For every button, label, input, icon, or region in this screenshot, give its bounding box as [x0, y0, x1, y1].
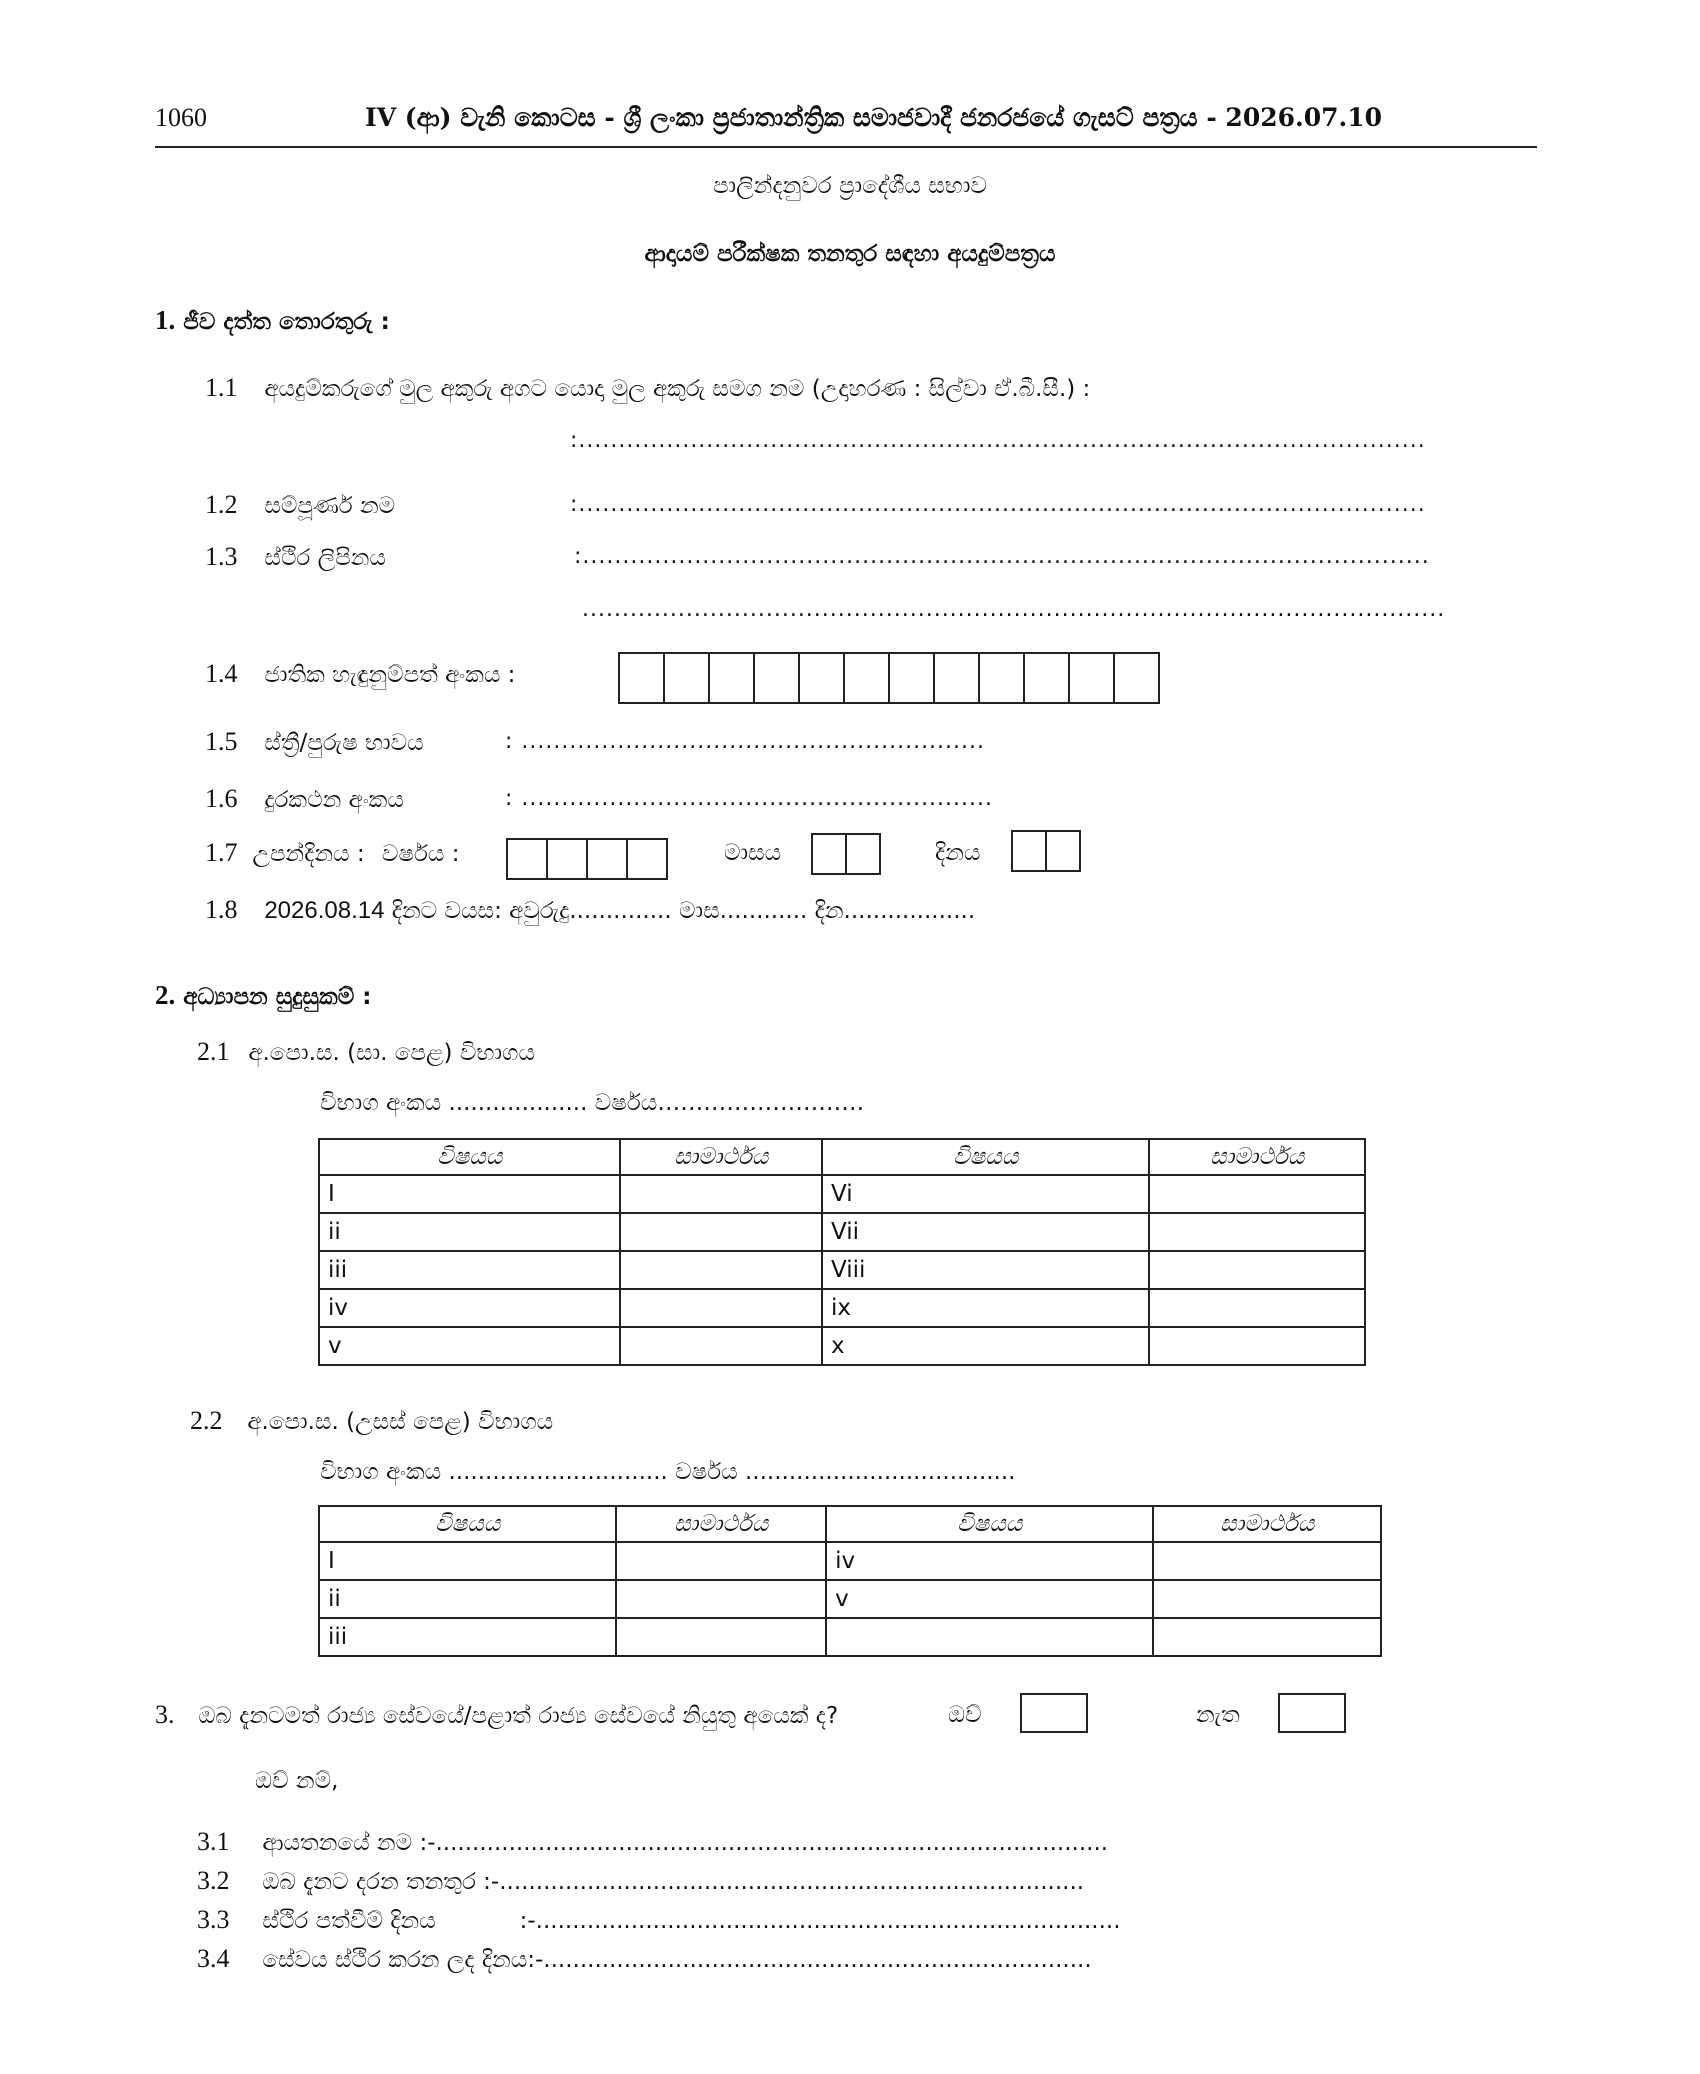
grade-cell[interactable] — [620, 1327, 822, 1365]
dob-label: උපන්දිනය : — [252, 841, 365, 867]
nic-digit-box[interactable] — [933, 652, 980, 704]
grade-header: සාමාර්ථය — [1149, 1139, 1365, 1175]
table-row — [319, 1327, 1365, 1365]
q3-4-row — [197, 1944, 1092, 1974]
subject-cell[interactable]: Vi — [822, 1175, 1149, 1213]
q1-1-number: 1.1 — [205, 373, 238, 402]
q1-8-number: 1.8 — [205, 895, 238, 924]
form-title: ආදායම් පරීක්ෂක තනතුර සඳහා අයදුම්පත්‍රය — [644, 241, 1056, 267]
header-divider — [155, 146, 1537, 148]
subject-cell[interactable]: Viii — [822, 1251, 1149, 1289]
full-name-input-line[interactable]: :.......................................................................................................... — [570, 492, 1426, 517]
no-label: නැත — [1196, 1702, 1240, 1728]
q1-7-row — [205, 838, 460, 868]
address-input-line-2[interactable]: ............................................................................................................ — [582, 597, 1446, 622]
q2-1-number: 2.1 — [197, 1037, 230, 1066]
dob-year-box[interactable] — [546, 838, 588, 880]
subject-cell[interactable]: iv — [319, 1289, 620, 1327]
grade-cell[interactable] — [1149, 1213, 1365, 1251]
dob-month-box[interactable] — [845, 833, 881, 875]
nic-digit-box[interactable] — [978, 652, 1025, 704]
q1-5-label: ස්ත්‍රී/පුරුෂ භාවය — [264, 730, 424, 756]
al-index-line[interactable]: විභාග අංකය .............................. වර්ෂය ..................................... — [320, 1459, 1016, 1485]
q3-4-number: 3.4 — [197, 1944, 230, 1973]
q3-1-number: 3.1 — [197, 1827, 230, 1856]
nic-number-boxes[interactable] — [620, 652, 1160, 704]
ol-exam-label: අ.පො.ස. (සා. පෙළ) විභාගය — [248, 1040, 536, 1066]
nic-digit-box[interactable] — [708, 652, 755, 704]
nic-digit-box[interactable] — [753, 652, 800, 704]
grade-header: සාමාර්ථය — [1153, 1506, 1381, 1542]
subject-cell[interactable] — [826, 1618, 1153, 1656]
subject-cell[interactable]: v — [319, 1327, 620, 1365]
q1-1-row — [205, 373, 1090, 403]
grade-cell[interactable] — [1153, 1618, 1381, 1656]
permanent-appointment-label: ස්ථිර පත්වීම් දිනය — [262, 1908, 436, 1934]
dob-year-box[interactable] — [506, 838, 548, 880]
q1-1-input-line[interactable]: :.......................................................................................................... — [570, 428, 1426, 453]
dob-month-box[interactable] — [811, 833, 847, 875]
table-row — [319, 1618, 1381, 1656]
q2-2-row — [190, 1406, 553, 1436]
q1-3-label: ස්ථිර ලිපිනය — [264, 545, 386, 571]
table-row — [319, 1580, 1381, 1618]
q1-2-row — [205, 490, 395, 520]
table-header-row — [319, 1139, 1365, 1175]
q1-8-row — [205, 895, 975, 925]
council-name: පාලින්දනුවර ප්‍රාදේශීය සභාව — [712, 173, 988, 199]
phone-input-line[interactable]: : ........................................................... — [505, 786, 994, 811]
q1-2-label: සම්පූර්ණ නම — [264, 493, 396, 519]
grade-cell[interactable] — [620, 1251, 822, 1289]
table-row — [319, 1175, 1365, 1213]
al-exam-label: අ.පො.ස. (උසස් පෙළ) විභාගය — [247, 1409, 554, 1435]
grade-cell[interactable] — [1153, 1542, 1381, 1580]
q1-3-row — [205, 542, 386, 572]
grade-cell[interactable] — [1153, 1580, 1381, 1618]
q1-5-number: 1.5 — [205, 727, 238, 756]
q1-1-label: අයදුම්කරුගේ මුල අකුරු අගට යොදා මුල අකුරු සමග නම (උදාහරණ : සිල්වා ඒ.බී.සී.) : — [264, 376, 1091, 402]
section3-number: 3. — [155, 1700, 175, 1729]
q3-3-row — [197, 1905, 1121, 1935]
yes-checkbox[interactable] — [1020, 1693, 1088, 1733]
grade-cell[interactable] — [616, 1542, 826, 1580]
q2-2-number: 2.2 — [190, 1406, 223, 1435]
grade-cell[interactable] — [1149, 1289, 1365, 1327]
dob-day-box[interactable] — [1011, 830, 1047, 872]
ol-results-table — [318, 1138, 1366, 1366]
subject-header: විෂයය — [822, 1139, 1149, 1175]
grade-cell[interactable] — [1149, 1327, 1365, 1365]
nic-digit-box[interactable] — [1068, 652, 1115, 704]
subject-cell[interactable]: v — [826, 1580, 1153, 1618]
yes-label: ඔව් — [948, 1702, 982, 1728]
age-reference-date: 2026.08.14 — [264, 897, 385, 924]
nic-digit-box[interactable] — [1023, 652, 1070, 704]
section2-heading — [155, 980, 371, 1011]
subject-header: විෂයය — [319, 1506, 616, 1542]
dob-year-box[interactable] — [586, 838, 628, 880]
gender-input-line[interactable]: : .......................................................... — [505, 729, 986, 754]
ol-index-line[interactable]: විභාග අංකය ................... වර්ෂය……………………… — [320, 1090, 865, 1116]
grade-cell[interactable] — [1149, 1175, 1365, 1213]
subject-header: විෂයය — [826, 1506, 1153, 1542]
grade-cell[interactable] — [620, 1213, 822, 1251]
al-results-table — [318, 1505, 1382, 1657]
page-number: 1060 — [155, 103, 207, 132]
q3-1-row — [197, 1827, 1108, 1857]
table-row — [319, 1542, 1381, 1580]
grade-cell[interactable] — [616, 1618, 826, 1656]
table-row — [319, 1251, 1365, 1289]
section1-title: ජීව දත්ත තොරතුරු : — [183, 309, 390, 335]
dob-year-box[interactable] — [626, 838, 668, 880]
grade-cell[interactable] — [616, 1580, 826, 1618]
q1-6-number: 1.6 — [205, 784, 238, 813]
section2-number: 2. — [155, 980, 176, 1010]
section1-number: 1. — [155, 305, 176, 335]
section1-heading — [155, 305, 390, 336]
subject-cell[interactable]: ii — [319, 1213, 620, 1251]
table-row — [319, 1289, 1365, 1327]
q1-4-number: 1.4 — [205, 659, 238, 688]
dob-day-label: දිනය — [935, 840, 981, 866]
nic-digit-box[interactable] — [888, 652, 935, 704]
q2-1-row — [197, 1037, 535, 1067]
subject-cell[interactable]: iii — [319, 1251, 620, 1289]
q1-4-row — [205, 659, 515, 689]
nic-digit-box[interactable] — [1113, 652, 1160, 704]
table-header-row — [319, 1506, 1381, 1542]
if-yes-label: ඔව් නම්, — [255, 1768, 339, 1794]
subject-cell[interactable]: I — [319, 1542, 616, 1580]
institution-name-line[interactable]: ආයතනයේ නම :-............................................................................................ — [262, 1830, 1109, 1856]
subject-cell[interactable]: ix — [822, 1289, 1149, 1327]
subject-cell[interactable]: iv — [826, 1542, 1153, 1580]
grade-header: සාමාර්ථය — [616, 1506, 826, 1542]
subject-header: විෂයය — [319, 1139, 620, 1175]
subject-cell[interactable]: ii — [319, 1580, 616, 1618]
govt-service-question: ඔබ දැනටමත් රාජ්‍ය සේවයේ/පළාත් රාජ්‍ය සේවයේ නියුතු අයෙක් ද? — [198, 1703, 839, 1729]
subject-cell[interactable]: x — [822, 1327, 1149, 1365]
q1-5-row — [205, 727, 424, 757]
q1-6-label: දුරකථන අංකය — [264, 787, 404, 813]
nic-digit-box[interactable] — [798, 652, 845, 704]
current-post-line[interactable]: ඔබ දැනට දරන තනතුර :-................................................................................ — [262, 1869, 1085, 1895]
subject-cell[interactable]: Vii — [822, 1213, 1149, 1251]
dob-year-boxes[interactable] — [508, 838, 668, 880]
nic-digit-box[interactable] — [843, 652, 890, 704]
grade-cell[interactable] — [620, 1289, 822, 1327]
q1-2-number: 1.2 — [205, 490, 238, 519]
dob-day-boxes[interactable] — [1013, 830, 1081, 872]
subject-cell[interactable]: I — [319, 1175, 620, 1213]
address-input-line-1[interactable]: :.......................................................................................................... — [574, 544, 1430, 569]
service-confirmed-line[interactable]: සේවය ස්ථිර කරන ලද දිනය:-........................................................................... — [262, 1947, 1092, 1973]
subject-cell[interactable]: iii — [319, 1618, 616, 1656]
dob-month-label: මාසය — [724, 840, 782, 866]
dob-month-boxes[interactable] — [813, 833, 881, 875]
dob-year-label: වර්ෂය : — [381, 841, 460, 867]
q3-3-number: 3.3 — [197, 1905, 230, 1934]
grade-cell[interactable] — [1149, 1251, 1365, 1289]
q1-3-number: 1.3 — [205, 542, 238, 571]
gazette-header-title: IV (ආ) වැනි කොටස - ශ්‍රී ලංකා ප්‍රජාතාන්ත්‍රික සමාජවාදී ජනරජයේ ගැසට් පත්‍රය - 2026.07.10 — [365, 103, 1382, 132]
age-line[interactable]: දිනට වයස: අවුරුදු.............. මාස............ දින.................. — [391, 898, 976, 924]
table-row — [319, 1213, 1365, 1251]
grade-cell[interactable] — [620, 1175, 822, 1213]
q3-2-number: 3.2 — [197, 1866, 230, 1895]
grade-header: සාමාර්ථය — [620, 1139, 822, 1175]
dob-day-box[interactable] — [1045, 830, 1081, 872]
q3-2-row — [197, 1866, 1084, 1896]
nic-digit-box[interactable] — [618, 652, 665, 704]
section2-title: අධ්‍යාපන සුදුසුකම් : — [183, 984, 372, 1010]
section3-question-row — [155, 1700, 838, 1730]
q1-4-label: ජාතික හැඳුනුම්පත් අංකය : — [264, 662, 516, 688]
no-checkbox[interactable] — [1278, 1693, 1346, 1733]
q1-6-row — [205, 784, 404, 814]
nic-digit-box[interactable] — [663, 652, 710, 704]
permanent-appointment-line[interactable]: :-................................................................................ — [519, 1908, 1121, 1934]
q1-7-number: 1.7 — [205, 838, 238, 867]
